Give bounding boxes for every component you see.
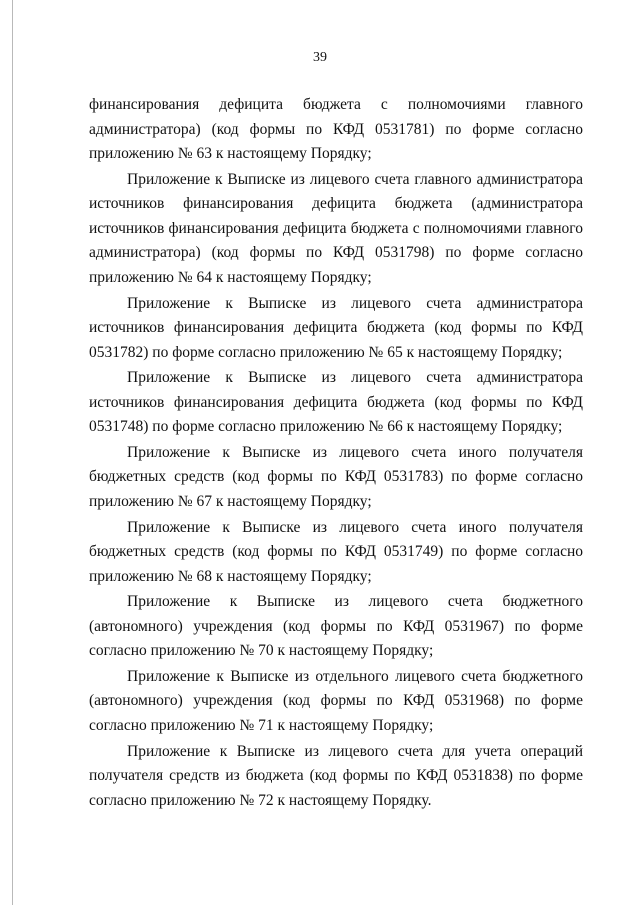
paragraph-continuation: финансирования дефицита бюджета с полномочиями главного администратора) (код формы по КФД 0531781) по форме согласно приложению № 63 к настоящему Порядку; [89,96,583,163]
paragraph-appendix-64: Приложение к Выписке из лицевого счета главного администратора источников финансирования дефицита бюджета (администратора источников финансирования дефицита бюджета с полномочиями главного администратора) (код формы по КФД 0531798) по форме согласно приложению № 64 к настоящему Порядку; [89,170,583,287]
paragraph-appendix-67: Приложение к Выписке из лицевого счета иного получателя бюджетных средств (код формы по КФД 0531783) по форме согласно приложению № 67 к настоящему Порядку; [89,443,583,511]
document-body [89,93,583,814]
paragraph-appendix-68: Приложение к Выписке из лицевого счета иного получателя бюджетных средств (код формы по КФД 0531749) по форме согласно приложению № 68 к настоящему Порядку; [89,518,583,585]
paragraph-appendix-71: Приложение к Выписке из отдельного лицевого счета бюджетного (автономного) учреждения (код формы по КФД 0531968) по форме согласно приложению № 71 к настоящему Порядку; [89,667,583,735]
paragraph-appendix-72: Приложение к Выписке из лицевого счета для учета операций получателя средств из бюджета (код формы по КФД 0531838) по форме согласно приложению № 72 к настоящему Порядку. [89,742,583,809]
paragraph-appendix-70: Приложение к Выписке из лицевого счета бюджетного (автономного) учреждения (код формы по КФД 0531967) по форме согласно приложению № 70 к настоящему Порядку; [89,593,583,660]
paragraph-appendix-66: Приложение к Выписке из лицевого счета администратора источников финансирования дефицита бюджета (код формы по КФД 0531748) по форме согласно приложению № 66 к настоящему Порядку; [89,369,583,436]
scan-edge-line [12,0,13,905]
paragraph-appendix-65: Приложение к Выписке из лицевого счета администратора источников финансирования дефицита бюджета (код формы по КФД 0531782) по форме согласно приложению № 65 к настоящему Порядку; [89,294,583,361]
page-number: 39 [313,50,327,65]
